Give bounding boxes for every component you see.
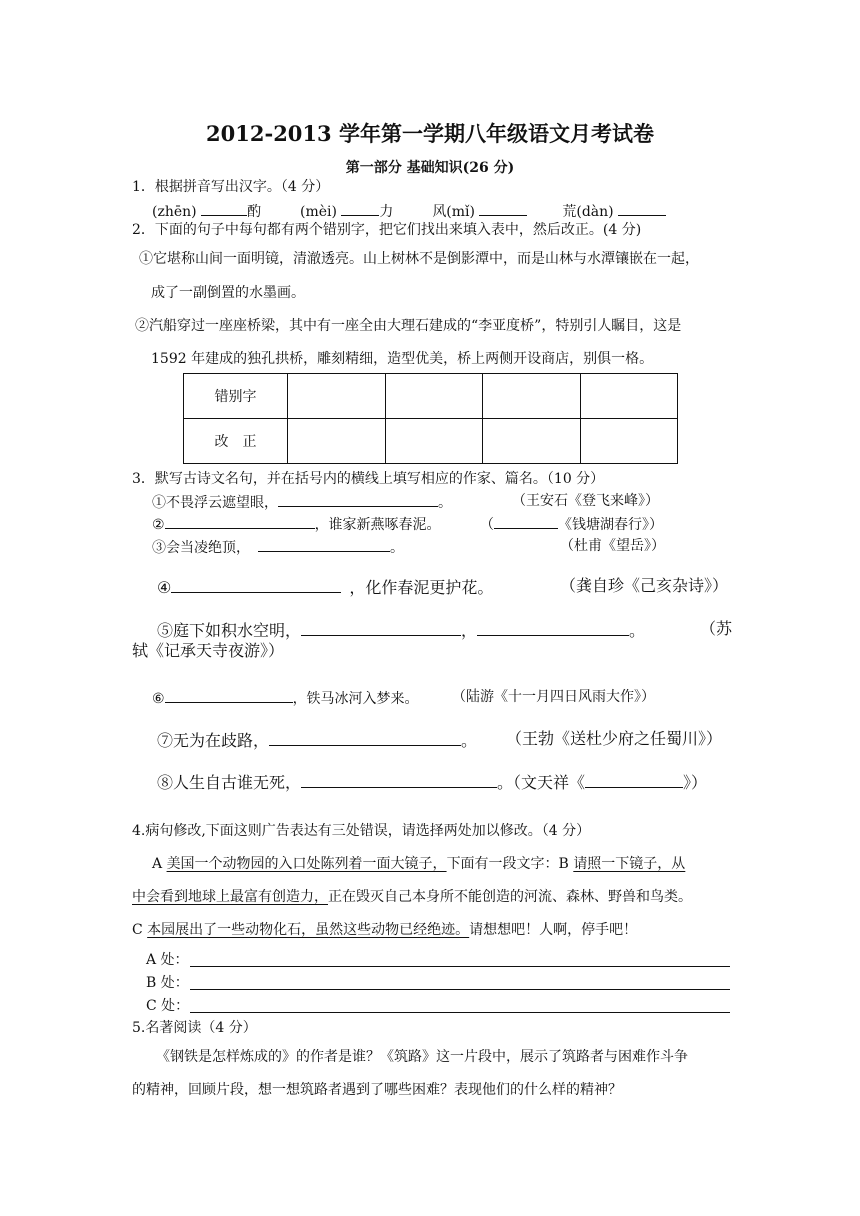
table-cell[interactable] (385, 419, 483, 464)
q4-para-1: A 美国一个动物园的入口处陈列着一面大镜子，下面有一段文字：B 请照一下镜子，从 (152, 856, 686, 872)
q3-source-2: （ 《钱塘湖春行》） (480, 514, 663, 534)
answer-blank-3[interactable] (479, 201, 527, 216)
q3-line-7: ⑦无为在歧路， 。 (157, 731, 478, 750)
q3-source-3: （杜甫《望岳》） (560, 538, 665, 554)
q1-prompt: 1．根据拼音写出汉字。（4 分） (132, 179, 330, 195)
answer-blank[interactable] (165, 514, 315, 529)
error-segment-c: 本园展出了一些动物化石，虽然这些动物已经绝迹。 (147, 922, 470, 938)
answer-blank[interactable] (301, 771, 497, 788)
q2-prompt: 2．下面的句子中每句都有两个错别字，把它们找出来填入表中，然后改正。(4 分) (132, 222, 642, 238)
error-segment-b-cont: 中会看到地球上最富有创造力， (132, 889, 328, 905)
table-cell[interactable] (580, 419, 678, 464)
q3-line-4: ④ ，化作春泥更护花。 (157, 578, 494, 597)
q3-source-6: （陆游《十一月四日风雨大作》） (452, 689, 655, 705)
q3-source-7: （王勃《送杜少府之任蜀川》） (506, 729, 723, 748)
answer-blank[interactable] (165, 688, 293, 703)
q4-para-3: C 本园展出了一些动物化石，虽然这些动物已经绝迹。请想想吧！人啊，停手吧！ (132, 922, 638, 938)
answer-blank-2[interactable] (341, 201, 379, 216)
table-row (184, 374, 678, 419)
answer-line-a[interactable] (190, 966, 730, 967)
q5-prompt: 5.名著阅读（4 分） (132, 1020, 257, 1036)
answer-blank[interactable] (171, 576, 341, 593)
table-header-correct: 改 正 (184, 419, 288, 464)
answer-label-a: A 处： (146, 952, 189, 968)
table-row (184, 419, 678, 464)
answer-blank-1[interactable] (201, 201, 247, 216)
q2-sentence-1b: 成了一副倒置的水墨画。 (151, 285, 305, 301)
q3-source-4: （龚自珍《己亥杂诗》） (560, 576, 729, 595)
q2-sentence-2a: ②汽船穿过一座座桥梁，其中有一座全由大理石建成的“李亚度桥”，特别引人瞩目，这是 (135, 318, 682, 334)
q3-line-5: ⑤庭下如积水空明， ， 。 (157, 621, 646, 640)
answer-blank[interactable] (477, 619, 629, 636)
title-blank[interactable] (585, 771, 683, 788)
table-cell[interactable] (483, 374, 581, 419)
table-cell[interactable] (288, 374, 386, 419)
q2-sentence-2b: 1592 年建成的独孔拱桥，雕刻精细，造型优美，桥上两侧开设商店，别俱一格。 (151, 351, 654, 367)
q3-line-2: ② ，谁家新燕啄春泥。 (152, 514, 441, 534)
section-heading: 第一部分 基础知识(26 分) (345, 160, 515, 176)
q3-line-1: ①不畏浮云遮望眼， 。 (152, 492, 452, 512)
q3-prompt: 3．默写古诗文名句，并在括号内的横线上填写相应的作家、篇名。（10 分） (132, 471, 605, 487)
answer-blank-4[interactable] (618, 201, 666, 216)
table-cell[interactable] (483, 419, 581, 464)
answer-blank[interactable] (278, 492, 438, 507)
answer-blank[interactable] (301, 619, 461, 636)
pinyin-dan: 荒(dàn) (562, 204, 614, 220)
table-header-wrong: 错别字 (184, 374, 288, 419)
q2-sentence-1a: ①它堪称山间一面明镜，清澈透亮。山上树林不是倒影潭中，而是山林与水潭镶嵌在一起， (139, 251, 699, 267)
char-zhuo: 酌 (247, 204, 262, 220)
author-blank[interactable] (494, 514, 558, 529)
table-cell[interactable] (288, 419, 386, 464)
table-cell[interactable] (580, 374, 678, 419)
pinyin-mei: (mèi) (299, 204, 337, 220)
q3-source-5b: 轼《记承天寺夜游》） (132, 641, 285, 660)
q3-line-6: ⑥ ，铁马冰河入梦来。 (152, 688, 419, 708)
q3-source-1: （王安石《登飞来峰》） (512, 493, 659, 509)
q3-line-3: ③会当凌绝顶， 。 (152, 537, 404, 557)
q3-source-5a: （苏 (700, 619, 733, 638)
char-li: 力 (379, 204, 394, 220)
q4-para-2: 中会看到地球上最富有创造力，正在毁灭自己本身所不能创造的河流、森林、野兽和鸟类。 (132, 889, 692, 905)
pinyin-mi: 风(mǐ) (432, 204, 475, 220)
answer-blank[interactable] (258, 537, 390, 552)
correction-table (183, 373, 678, 464)
table-cell[interactable] (385, 374, 483, 419)
q5-para-2: 的精神，回顾片段，想一想筑路者遇到了哪些困难？表现他们的什么样的精神？ (132, 1082, 622, 1098)
q1-pinyin-row (152, 201, 666, 221)
answer-label-c: C 处： (146, 998, 190, 1014)
answer-blank[interactable] (269, 729, 461, 746)
error-segment-b: 请照一下镜子，从 (573, 856, 686, 872)
answer-label-b: B 处： (146, 975, 189, 991)
answer-line-b[interactable] (190, 989, 730, 990)
page-title: 2012-2013 学年第一学期八年级语文月考试卷 (206, 121, 654, 146)
error-segment-a: 美国一个动物园的入口处陈列着一面大镜子， (166, 856, 447, 872)
pinyin-zhen: (zhēn) (152, 204, 197, 220)
answer-line-c[interactable] (190, 1012, 730, 1013)
q5-para-1: 《钢铁是怎样炼成的》的作者是谁？《筑路》这一片段中，展示了筑路者与困难作斗争 (156, 1049, 688, 1065)
q4-prompt: 4.病句修改,下面这则广告表达有三处错误，请选择两处加以修改。（4 分） (132, 823, 591, 839)
q3-line-8: ⑧人生自古谁无死， 。（文天祥《 》） (157, 773, 708, 792)
